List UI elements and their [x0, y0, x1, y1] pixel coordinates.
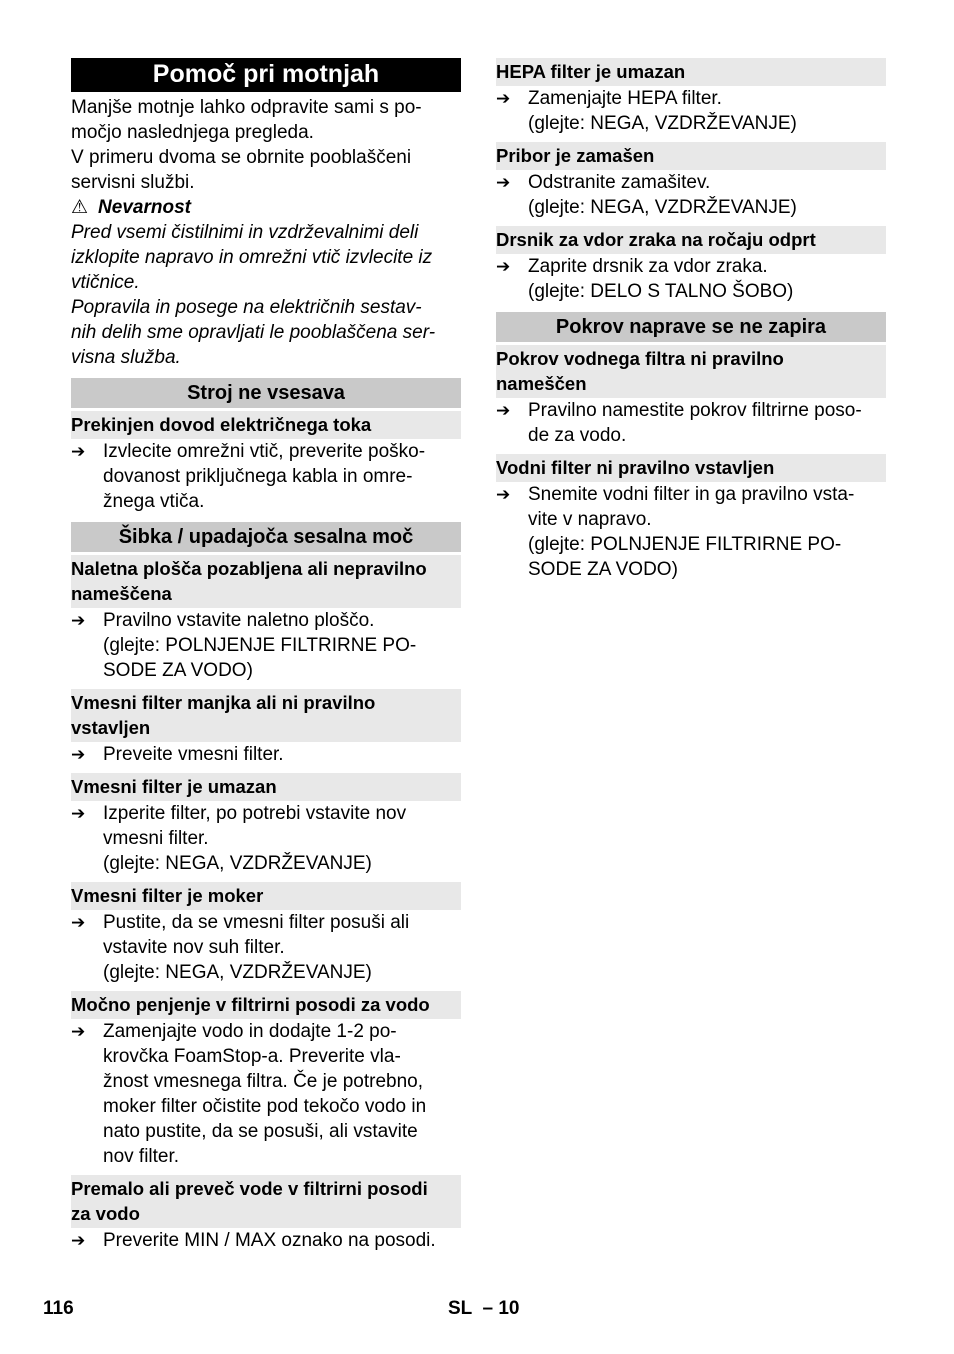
- danger-text: Pred vsemi čistilnimi in vzdrževalnimi deli izklopite napravo in omrežni vtič izvlecite iz vtičnice.: [71, 222, 433, 293]
- problem-heading: Pribor je zamašen: [496, 142, 886, 170]
- problem-heading: HEPA filter je umazan: [496, 58, 886, 86]
- arrow-right-icon: ➔: [71, 1022, 86, 1041]
- page-title: Pomoč pri motnjah: [71, 58, 461, 92]
- right-column: [496, 58, 886, 582]
- remedy-step: [71, 439, 461, 514]
- remedy-text: Izperite filter, po potrebi vstavite nov vmesni filter. (glejte: NEGA, VZDRŽEVANJE): [103, 803, 407, 874]
- remedy-text: Odstranite zamašitev. (glejte: NEGA, VZDRŽEVANJE): [528, 172, 797, 218]
- problem-heading: Močno penjenje v filtrirni posodi za vodo: [71, 991, 461, 1019]
- problem-heading: Vodni filter ni pravilno vstavljen: [496, 454, 886, 482]
- intro: [71, 95, 461, 195]
- remedy-step: [71, 801, 461, 876]
- problem-heading: Pokrov vodnega filtra ni pravilno nameščen: [496, 345, 886, 398]
- arrow-right-icon: ➔: [496, 89, 511, 108]
- problem-heading: Premalo ali preveč vode v filtrirni posodi za vodo: [71, 1175, 461, 1228]
- section-title: Šibka / upadajoča sesalna moč: [71, 522, 461, 552]
- right-top-items: [496, 58, 886, 304]
- arrow-right-icon: ➔: [71, 913, 86, 932]
- problem-heading: Naletna plošča pozabljena ali nepravilno nameščena: [71, 555, 461, 608]
- remedy-text: Zamenjajte HEPA filter. (glejte: NEGA, VZDRŽEVANJE): [528, 88, 797, 134]
- danger-label: Nevarnost: [98, 197, 191, 218]
- arrow-right-icon: ➔: [71, 442, 86, 461]
- right-sections: [496, 312, 886, 582]
- danger-text: Popravila in posege na električnih sestav- nih delih sme opravljati le pooblaščena ser- visna služba.: [71, 297, 436, 368]
- warning-triangle-icon: ⚠: [71, 197, 89, 218]
- arrow-right-icon: ➔: [71, 804, 86, 823]
- intro-paragraph: Manjše motnje lahko odpravite sami s po- močjo naslednjega pregleda.: [71, 97, 422, 143]
- remedy-step: [496, 170, 886, 220]
- page-number: 116: [43, 1298, 74, 1319]
- arrow-right-icon: ➔: [496, 485, 511, 504]
- remedy-step: [71, 1228, 461, 1253]
- arrow-right-icon: ➔: [71, 1231, 86, 1250]
- arrow-right-icon: ➔: [71, 745, 86, 764]
- left-column: [71, 58, 461, 1253]
- remedy-text: Pravilno vstavite naletno ploščo. (glejte: POLNJENJE FILTRIRNE PO- SODE ZA VODO): [103, 610, 417, 681]
- remedy-text: Preveite vmesni filter.: [103, 744, 284, 765]
- remedy-step: [71, 608, 461, 683]
- remedy-step: [496, 86, 886, 136]
- left-sections: [71, 378, 461, 1253]
- arrow-right-icon: ➔: [71, 611, 86, 630]
- arrow-right-icon: ➔: [496, 401, 511, 420]
- problem-heading: Vmesni filter manjka ali ni pravilno vstavljen: [71, 689, 461, 742]
- remedy-text: Pustite, da se vmesni filter posuši ali vstavite nov suh filter. (glejte: NEGA, VZDRŽEVANJE): [103, 912, 410, 983]
- remedy-text: Zamenjajte vodo in dodajte 1-2 po- krovčka FoamStop-a. Preverite vla- žnost vmesnega filtra. Če je potrebno, moker filter očistite pod tekočo vodo in nato pustite, da se posuši, ali vstavite nov filter.: [103, 1021, 427, 1167]
- problem-heading: Prekinjen dovod električnega toka: [71, 411, 461, 439]
- problem-heading: Vmesni filter je umazan: [71, 773, 461, 801]
- remedy-step: [71, 910, 461, 985]
- language-page-label: SL – 10: [448, 1298, 520, 1319]
- section-title: Stroj ne vsesava: [71, 378, 461, 408]
- problem-heading: Vmesni filter je moker: [71, 882, 461, 910]
- remedy-text: Izvlecite omrežni vtič, preverite poško- dovanost priključnega kabla in omre- žnega vtiča.: [103, 441, 426, 512]
- remedy-text: Preverite MIN / MAX oznako na posodi.: [103, 1230, 436, 1251]
- remedy-step: [496, 254, 886, 304]
- section-title: Pokrov naprave se ne zapira: [496, 312, 886, 342]
- remedy-step: [496, 398, 886, 448]
- danger-notice: [71, 195, 461, 370]
- remedy-text: Zaprite drsnik za vdor zraka. (glejte: DELO S TALNO ŠOBO): [528, 256, 794, 302]
- remedy-step: [496, 482, 886, 582]
- remedy-step: [71, 1019, 461, 1169]
- remedy-step: [71, 742, 461, 767]
- arrow-right-icon: ➔: [496, 173, 511, 192]
- intro-paragraph: V primeru dvoma se obrnite pooblaščeni servisni službi.: [71, 147, 412, 193]
- problem-heading: Drsnik za vdor zraka na ročaju odprt: [496, 226, 886, 254]
- remedy-text: Snemite vodni filter in ga pravilno vsta- vite v napravo. (glejte: POLNJENJE FILTRIRNE PO- SODE ZA VODO): [528, 484, 855, 580]
- remedy-text: Pravilno namestite pokrov filtrirne poso- de za vodo.: [528, 400, 862, 446]
- arrow-right-icon: ➔: [496, 257, 511, 276]
